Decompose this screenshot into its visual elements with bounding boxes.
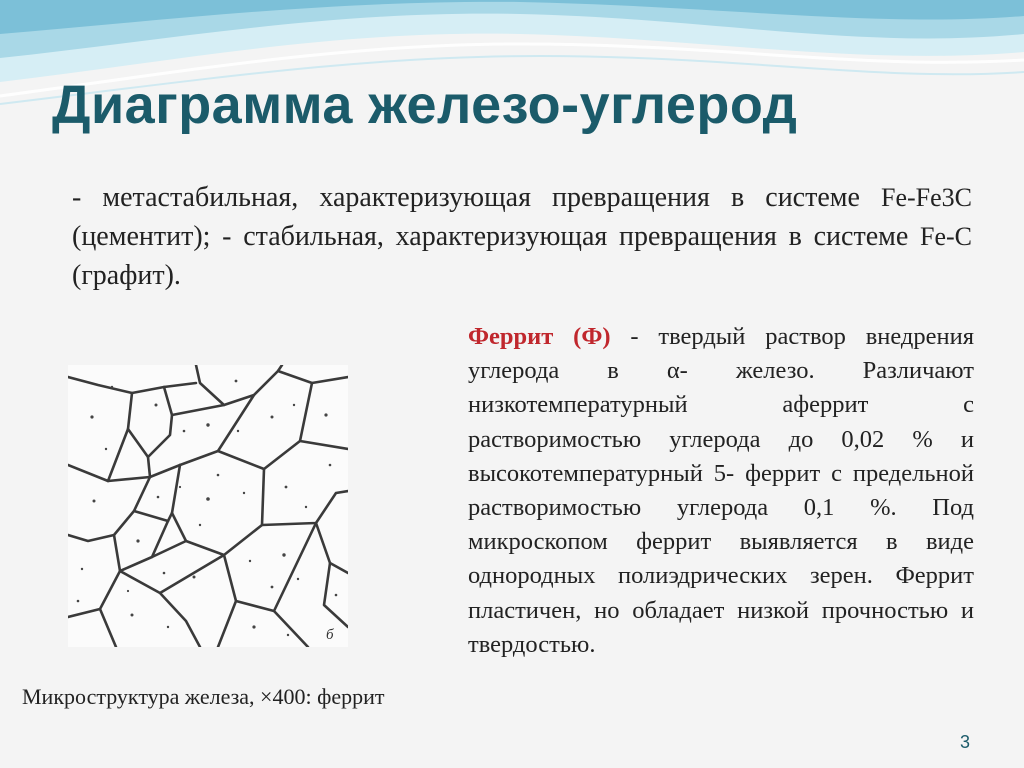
formula-fe-fe3c: Fe-Fe3C bbox=[881, 183, 972, 212]
slide-title: Диаграмма железо-углерод bbox=[52, 75, 798, 135]
intro-paragraph bbox=[72, 178, 972, 295]
ferrite-definition: - твердый раствор внедрения углерода в α- железо. Различают низкотемпературный аферрит с растворимостью углерода до 0,02 % и высокотемпературный 5- феррит с предельной растворимостью углерода 0,1 %. Под микроскопом феррит выявляется в виде однородных полиэдрических зерен. Феррит пластичен, но обладает низкой прочностью и твердостью. bbox=[468, 323, 975, 658]
intro-text-part3: (графит). bbox=[72, 260, 181, 291]
ferrite-microstructure-image bbox=[68, 365, 348, 647]
intro-text-part1: - метастабильная, характеризующая превращения в системе bbox=[72, 182, 881, 213]
formula-fe-c: Fe-C bbox=[920, 222, 972, 251]
intro-text-part2: (цементит); - стабильная, характеризующая превращения в системе bbox=[72, 221, 920, 252]
page-number: 3 bbox=[960, 732, 971, 752]
ferrite-description bbox=[468, 320, 974, 662]
image-caption: Микроструктура железа, ×400: феррит bbox=[22, 684, 385, 709]
ferrite-term: Феррит (Ф) bbox=[468, 323, 611, 350]
image-label: б bbox=[326, 627, 334, 643]
